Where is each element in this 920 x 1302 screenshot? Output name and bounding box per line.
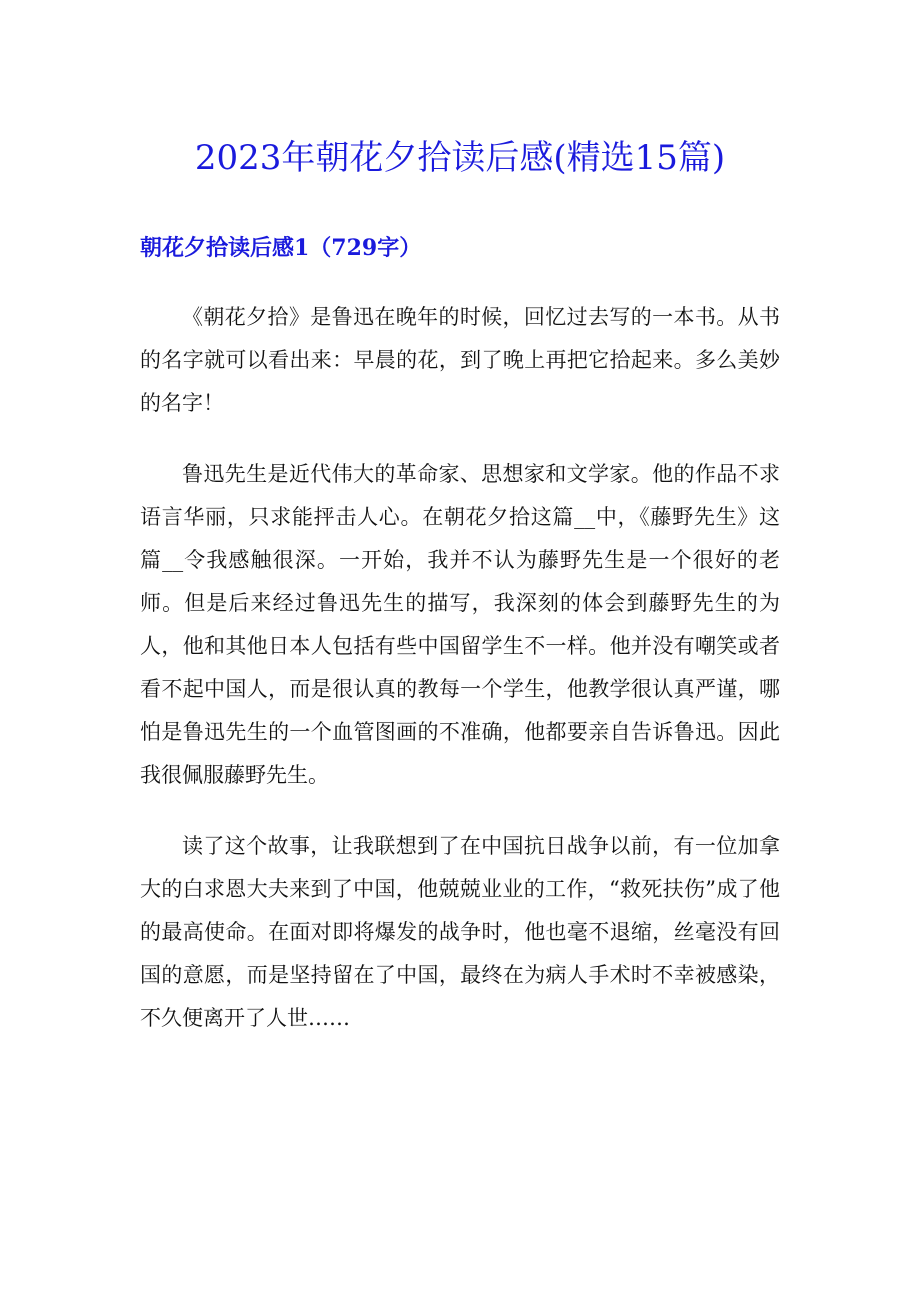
paragraph-1: 《朝花夕拾》是鲁迅在晚年的时候，回忆过去写的一本书。从书的名字就可以看出来：早晨的花，到了晚上再把它拾起来。多么美妙的名字！ (140, 305, 780, 415)
paragraph-3: 读了这个故事，让我联想到了在中国抗日战争以前，有一位加拿大的白求恩大夫来到了中国，他兢兢业业的工作，“救死扶伤”成了他的最高使命。在面对即将爆发的战争时，他也毫不退缩，丝毫没有回国的意愿，而是坚持留在了中国，最终在为病人手术时不幸被感染，不久便离开了人世…… (140, 834, 780, 1030)
article-body (140, 296, 780, 1068)
document-title: 2023年朝花夕拾读后感(精选15篇) (194, 138, 726, 178)
section-heading: 朝花夕拾读后感1（729字） (140, 235, 422, 261)
paragraph-2: 鲁迅先生是近代伟大的革命家、思想家和文学家。他的作品不求语言华丽，只求能抨击人心。在朝花夕拾这篇__中，《藤野先生》这篇__令我感触很深。一开始，我并不认为藤野先生是一个很好的老师。但是后来经过鲁迅先生的描写，我深刻的体会到藤野先生的为人，他和其他日本人包括有些中国留学生不一样。他并没有嘲笑或者看不起中国人，而是很认真的教每一个学生，他教学很认真严谨，哪怕是鲁迅先生的一个血管图画的不准确，他都要亲自告诉鲁迅。因此我很佩服藤野先生。 (140, 462, 780, 787)
